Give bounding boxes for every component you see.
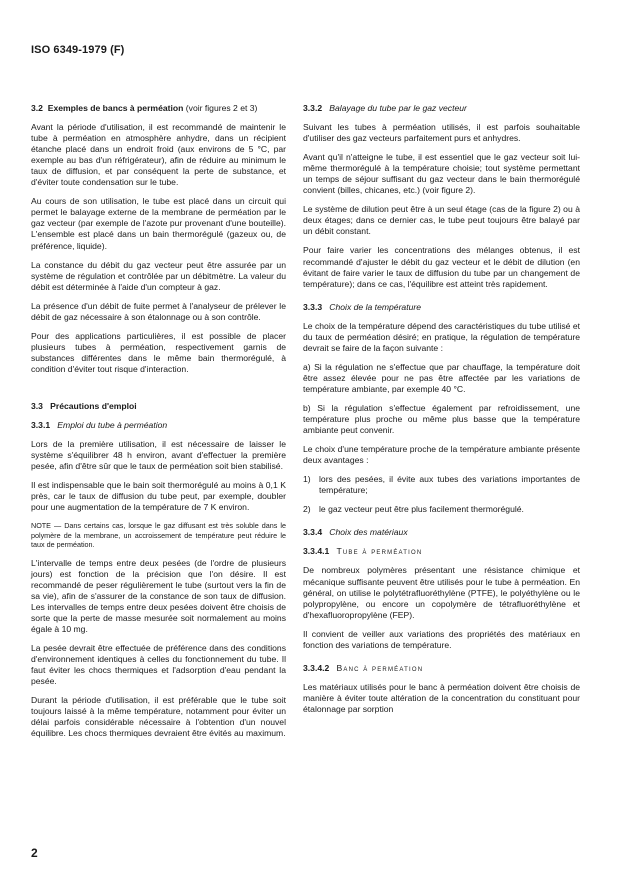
section-number: 3.3: [31, 400, 43, 411]
section-title: Balayage du tube par le gaz vecteur: [329, 103, 467, 113]
section-3-2-heading: [31, 103, 286, 114]
section-3-3-2-heading: [303, 103, 580, 114]
section-number: 3.3.3: [303, 301, 323, 312]
section-3-3-4-heading: [303, 527, 580, 538]
left-column: [31, 103, 286, 747]
section-3-3-4-2-heading: [303, 663, 580, 674]
paragraph: Le choix d'une température proche de la température ambiante présente deux avantages :: [303, 444, 580, 466]
section-title: Précautions d'emploi: [50, 400, 137, 411]
right-column: [303, 103, 580, 723]
paragraph: Pour faire varier les concentrations des mélanges obtenus, il est recommandé d'ajuster le débit du gaz vecteur et le débit de dilution (en évitant de faire varier le taux de diffusion du tube par un changement de température); dans ce cas, l'équilibre est atteint très rapidement.: [303, 245, 580, 289]
section-number: 3.3.4.2: [303, 662, 330, 673]
section-title: Emploi du tube à perméation: [57, 420, 168, 431]
paragraph: La constance du débit du gaz vecteur peut être assurée par un système de régulation et contrôlée par un débitmètre. La valeur du débit est déterminée à l'aide d'un compteur à gaz.: [31, 259, 286, 292]
section-number: 3.2: [31, 103, 43, 113]
section-number: 3.3.4.1: [303, 546, 330, 557]
list-text: le gaz vecteur peut être plus facilement thermorégulé.: [319, 504, 524, 515]
paragraph: Les matériaux utilisés pour le banc à perméation doivent être choisis de manière à éviter toute altération de la concentration du constituant pour étalonnage par sorption: [303, 681, 580, 714]
section-title: Exemples de bancs à perméation: [47, 103, 184, 113]
note: NOTE — Dans certains cas, lorsque le gaz diffusant est très soluble dans le polymère de la membrane, un accroissement de température peut réduire le taux de perméation.: [31, 521, 286, 550]
paragraph: a) Si la régulation ne s'effectue que par chauffage, la température doit être assez élevée pour ne pas être affectée par les variations de température ambiante, par exemple 40 °C.: [303, 361, 580, 394]
section-title: Choix de la température: [329, 301, 422, 312]
paragraph: Le choix de la température dépend des caractéristiques du tube utilisé et du taux de perméation désiré; en pratique, la régulation de température devrait se faire de la façon suivante :: [303, 320, 580, 353]
paragraph: Le système de dilution peut être à un seul étage (cas de la figure 2) ou à deux étages; dans ce dernier cas, le tube peut toujours être balayé par un débit constant.: [303, 204, 580, 237]
paragraph: Lors de la première utilisation, il est nécessaire de laisser le système s'équilibrer 48 h environ, avant d'effectuer la première pesée, afin d'être sûr que le taux de perméation soit bien stabilisé.: [31, 439, 286, 472]
paragraph: Il est indispensable que le bain soit thermorégulé au moins à 0,1 K près, car le taux de diffusion du tube peut, par exemple, doubler pour une augmentation de la température de 7 K environ.: [31, 480, 286, 513]
paragraph: Avant qu'il n'atteigne le tube, il est essentiel que le gaz vecteur soit lui-même thermorégulé à la température choisie; tout système permettant un temps de séjour suffisant du gaz vecteur dans le bain thermorégulé convient (billes, chicanes, etc.) (voir figure 2).: [303, 152, 580, 196]
section-3-3-4-1-heading: [303, 546, 580, 557]
paragraph: De nombreux polymères présentant une résistance chimique et mécanique suffisante peuvent être utilisés pour le tube à perméation. En général, on utilise le polytétrafluoréthylène (PTFE), le polyéthylène ou le polypropylène, ou encore un copolymère de tétrafluoréthylène et d'hexafluoropropylène (FEP).: [303, 565, 580, 620]
paragraph: La pesée devrait être effectuée de préférence dans des conditions d'environnement identiques à celles du fonctionnement du tube. Il faut éviter les chocs thermiques et l'adsorption d'eau pendant la pesée.: [31, 642, 286, 687]
paragraph: Suivant les tubes à perméation utilisés, il est parfois souhaitable d'utiliser des gaz vecteurs parfaitement purs et anhydres.: [303, 122, 580, 144]
section-3-3-3-heading: [303, 302, 580, 313]
list-item: [303, 504, 580, 515]
paragraph: L'intervalle de temps entre deux pesées (de l'ordre de plusieurs jours) est fonction de la précision que l'on désire. Il est recommandé de peser régulièrement le tube (surtout vers la fin de sa vie), afin de s'assurer de la constance de son taux de diffusion. Les intervalles de temps entre deux pesées doivent être choisis de sorte que la perte de masse mesurée soit normalement au moins égale à 10 mg.: [31, 557, 286, 634]
paragraph: Il convient de veiller aux variations des propriétés des matériaux en fonction des variations de température.: [303, 628, 580, 650]
paragraph: Pour des applications particulières, il est possible de placer plusieurs tubes à perméation, respectivement garnis de substances différentes dans le même bain thermorégulé, à condition d'éviter tout risque d'interaction.: [31, 330, 286, 374]
list-text: lors des pesées, il évite aux tubes des variations importantes de température;: [319, 474, 580, 496]
paragraph: Au cours de son utilisation, le tube est placé dans un circuit qui permet le balayage externe de la membrane de perméation par le gaz vecteur (par exemple de l'azote pur provenant d'une bouteille). L'ensemble est placé dans un bain thermorégulé (gazeux ou, de préférence, liquide).: [31, 196, 286, 251]
section-number: 3.3.4: [303, 527, 323, 538]
section-title: Banc à perméation: [336, 662, 424, 673]
paragraph: Avant la période d'utilisation, il est recommandé de maintenir le tube à perméation en atmosphère anhydre, dans un récipient étanche placé dans un endroit froid (aux environs de 5 °C, par exemple au bas d'un réfrigérateur), afin de réduire au minimum le taux de diffusion, et par conséquent la perte de substance, et d'éviter toute condensation sur le tube.: [31, 122, 286, 188]
section-title: Choix des matériaux: [329, 527, 408, 538]
document-header: ISO 6349-1979 (F): [31, 44, 125, 56]
section-3-3-1-heading: [31, 420, 286, 431]
paragraph: La présence d'un débit de fuite permet à l'analyseur de prélever le débit de gaz nécessaire à son étalonnage ou à son contrôle.: [31, 300, 286, 322]
paragraph: b) Si la régulation s'effectue également par refroidissement, une température plus proche ou même plus basse que la température ambiante peut convenir.: [303, 402, 580, 436]
list-number: 2): [303, 504, 311, 515]
list-number: 1): [303, 474, 311, 485]
list-item: [303, 474, 580, 496]
section-number: 3.3.2: [303, 103, 323, 113]
section-3-3-heading: [31, 401, 286, 412]
page-number: 2: [31, 846, 38, 860]
section-number: 3.3.1: [31, 420, 51, 431]
paragraph: Durant la période d'utilisation, il est préférable que le tube soit toujours laissé à la même température, notamment pour éviter un délai parfois considérable nécessaire à l'obtention d'un nouvel équilibre. Les chocs thermiques devraient être évités au maximum.: [31, 695, 286, 739]
figure-reference: (voir figures 2 et 3): [185, 103, 258, 113]
section-title: Tube à perméation: [336, 546, 423, 557]
